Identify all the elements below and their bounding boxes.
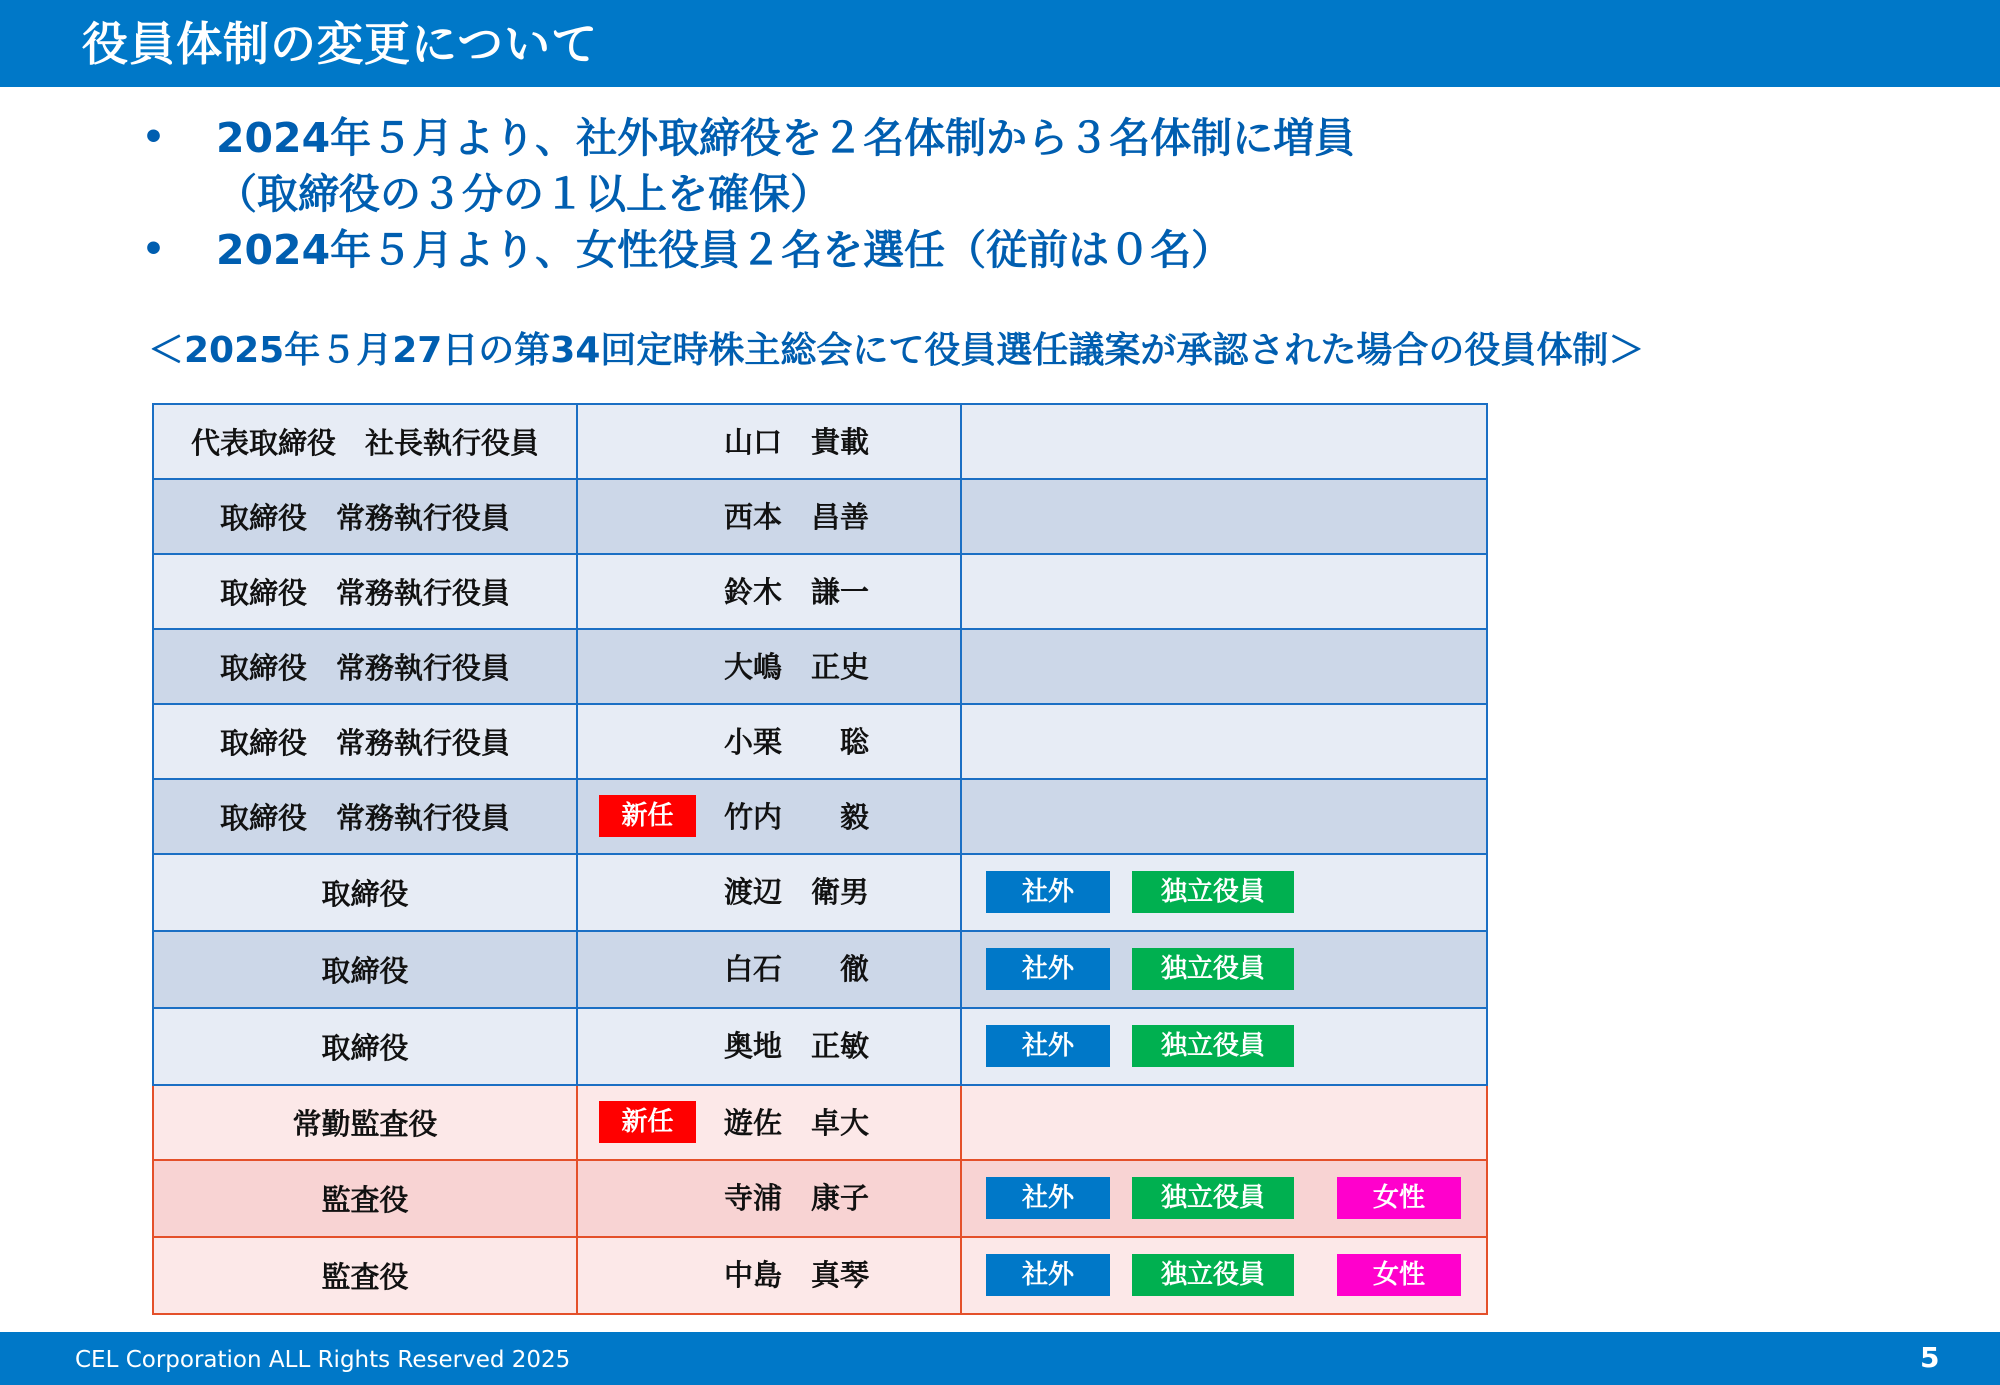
role-cell: 取締役 常務執行役員: [153, 554, 577, 629]
bullet-text: 2024年５月より、社外取締役を２名体制から３名体制に増員: [216, 114, 1356, 162]
attribute-cell: [961, 629, 1487, 704]
name-cell: [577, 1160, 961, 1237]
attribute-cell: [961, 931, 1487, 1008]
officer-name: 遊佐 卓大: [724, 1106, 870, 1140]
attribute-cell: [961, 779, 1487, 854]
bullet-text: 2024年５月より、女性役員２名を選任（従前は０名）: [216, 226, 1233, 274]
attribute-cell: [961, 704, 1487, 779]
officer-table: [152, 403, 1488, 1315]
new-appointment-badge: 新任: [599, 795, 696, 837]
table-row: [153, 779, 1487, 854]
role-cell: 監査役: [153, 1160, 577, 1237]
attribute-cell: [961, 854, 1487, 931]
name-cell: [577, 779, 961, 854]
officer-name: 奥地 正敏: [724, 1029, 870, 1063]
attribute-cell: [961, 404, 1487, 479]
officer-name: 山口 貴載: [724, 425, 870, 459]
table-row: [153, 704, 1487, 779]
officer-name: 寺浦 康子: [724, 1181, 870, 1215]
table-row: [153, 854, 1487, 931]
bullet-text-continued: （取締役の３分の１以上を確保）: [216, 170, 831, 218]
name-cell: [577, 1008, 961, 1085]
role-cell: 取締役 常務執行役員: [153, 779, 577, 854]
attribute-cell: [961, 1008, 1487, 1085]
role-cell: 常勤監査役: [153, 1085, 577, 1160]
outside-badge: 社外: [986, 871, 1110, 913]
role-cell: 取締役 常務執行役員: [153, 629, 577, 704]
table-row: [153, 479, 1487, 554]
name-cell: [577, 629, 961, 704]
new-appointment-badge: 新任: [599, 1101, 696, 1143]
name-cell: [577, 554, 961, 629]
role-cell: 取締役: [153, 854, 577, 931]
bullet-item: [140, 222, 1890, 278]
independent-badge: 独立役員: [1132, 1177, 1294, 1219]
officer-name: 竹内 毅: [724, 800, 870, 834]
name-cell: [577, 479, 961, 554]
copyright-text: CEL Corporation ALL Rights Reserved 2025: [75, 1347, 571, 1373]
table-caption: ＜2025年５月27日の第34回定時株主総会にて役員選任議案が承認された場合の役員体制＞: [148, 330, 1645, 371]
bullet-list: [140, 110, 1890, 278]
outside-badge: 社外: [986, 948, 1110, 990]
independent-badge: 独立役員: [1132, 1254, 1294, 1296]
officer-name: 白石 徹: [724, 952, 870, 986]
attribute-cell: [961, 1237, 1487, 1314]
page-number: 5: [1920, 1341, 1940, 1374]
outside-badge: 社外: [986, 1254, 1110, 1296]
role-cell: 取締役 常務執行役員: [153, 479, 577, 554]
table-row: [153, 1085, 1487, 1160]
independent-badge: 独立役員: [1132, 871, 1294, 913]
role-cell: 取締役 常務執行役員: [153, 704, 577, 779]
role-cell: 取締役: [153, 931, 577, 1008]
officer-name: 小栗 聡: [724, 725, 870, 759]
bullet-item: [140, 110, 1890, 222]
page-title: 役員体制の変更について: [82, 17, 599, 71]
officer-name: 中島 真琴: [724, 1258, 870, 1292]
table-row: [153, 404, 1487, 479]
bullet-marker: •: [142, 229, 166, 270]
officer-name: 渡辺 衛男: [724, 875, 870, 909]
table-row: [153, 1160, 1487, 1237]
table-row: [153, 1237, 1487, 1314]
independent-badge: 独立役員: [1132, 948, 1294, 990]
table-row: [153, 629, 1487, 704]
table-row: [153, 554, 1487, 629]
outside-badge: 社外: [986, 1177, 1110, 1219]
outside-badge: 社外: [986, 1025, 1110, 1067]
independent-badge: 独立役員: [1132, 1025, 1294, 1067]
attribute-cell: [961, 554, 1487, 629]
role-cell: 代表取締役 社長執行役員: [153, 404, 577, 479]
attribute-cell: [961, 1160, 1487, 1237]
name-cell: [577, 704, 961, 779]
name-cell: [577, 931, 961, 1008]
officer-name: 大嶋 正史: [724, 650, 870, 684]
header-bar: [0, 0, 2000, 87]
female-badge: 女性: [1337, 1177, 1461, 1219]
name-cell: [577, 854, 961, 931]
officer-name: 西本 昌善: [724, 500, 870, 534]
role-cell: 取締役: [153, 1008, 577, 1085]
table-row: [153, 1008, 1487, 1085]
attribute-cell: [961, 479, 1487, 554]
officer-name: 鈴木 謙一: [724, 575, 870, 609]
role-cell: 監査役: [153, 1237, 577, 1314]
name-cell: [577, 404, 961, 479]
name-cell: [577, 1237, 961, 1314]
attribute-cell: [961, 1085, 1487, 1160]
bullet-marker: •: [142, 117, 166, 158]
table-row: [153, 931, 1487, 1008]
footer-bar: [0, 1332, 2000, 1385]
name-cell: [577, 1085, 961, 1160]
female-badge: 女性: [1337, 1254, 1461, 1296]
